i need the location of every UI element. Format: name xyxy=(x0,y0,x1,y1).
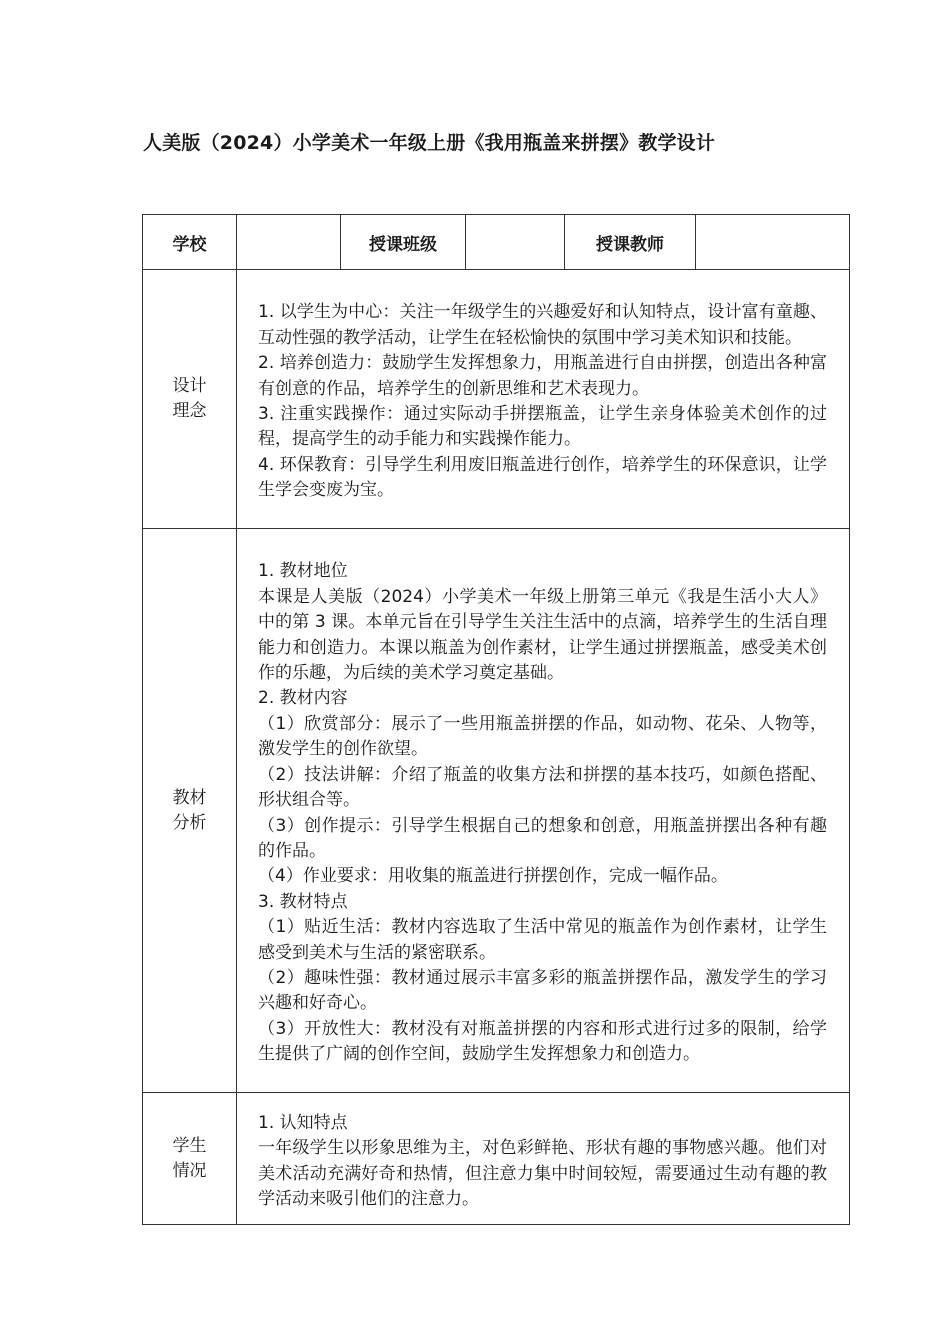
paragraph: （3）开放性大：教材没有对瓶盖拼摆的内容和形式进行过多的限制，给学生提供了广阔的创作空间，鼓励学生发挥想象力和创造力。 xyxy=(258,1018,827,1065)
textbook-analysis-content xyxy=(237,529,850,1093)
lesson-plan-table xyxy=(142,214,850,1225)
class-label: 授课班级 xyxy=(341,215,466,270)
student-situation-label: 学生 情况 xyxy=(143,1093,237,1225)
paragraph: 2. 教材内容 xyxy=(258,688,348,709)
paragraph: （2）趣味性强：教材通过展示丰富多彩的瓶盖拼摆作品，激发学生的学习兴趣和好奇心。 xyxy=(258,967,827,1014)
paragraph: 3. 教材特点 xyxy=(258,891,348,912)
header-row xyxy=(143,215,850,270)
textbook-analysis-label: 教材 分析 xyxy=(143,529,237,1093)
paragraph: 4. 环保教育：引导学生利用废旧瓶盖进行创作，培养学生的环保意识，让学生学会变废为宝。 xyxy=(258,454,827,501)
paragraph: （1）欣赏部分：展示了一些用瓶盖拼摆的作品，如动物、花朵、人物等，激发学生的创作欲望。 xyxy=(258,713,827,760)
paragraph: 1. 认知特点 xyxy=(258,1112,348,1133)
teacher-label: 授课教师 xyxy=(565,215,696,270)
class-value xyxy=(466,215,565,270)
teacher-value xyxy=(696,215,850,270)
textbook-analysis-row xyxy=(143,529,850,1093)
school-value xyxy=(237,215,341,270)
design-concept-content xyxy=(237,270,850,529)
paragraph: 一年级学生以形象思维为主，对色彩鲜艳、形状有趣的事物感兴趣。他们对美术活动充满好奇和热情，但注意力集中时间较短，需要通过生动有趣的教学活动来吸引他们的注意力。 xyxy=(258,1138,827,1209)
paragraph: （4）作业要求：用收集的瓶盖进行拼摆创作，完成一幅作品。 xyxy=(258,866,728,887)
paragraph: 2. 培养创造力：鼓励学生发挥想象力，用瓶盖进行自由拼摆，创造出各种富有创意的作品，培养学生的创新思维和艺术表现力。 xyxy=(258,353,827,399)
design-concept-label: 设计 理念 xyxy=(143,270,237,529)
paragraph: 本课是人美版（2024）小学美术一年级上册第三单元《我是生活小大人》中的第 3 课。本单元旨在引导学生关注生活中的点滴，培养学生的生活自理能力和创造力。本课以瓶盖为创作素材，让学生通过拼摆瓶盖，感受美术创作的乐趣，为后续的美术学习奠定基础。 xyxy=(258,586,827,684)
paragraph: （3）创作提示：引导学生根据自己的想象和创意，用瓶盖拼摆出各种有趣的作品。 xyxy=(258,815,827,861)
paragraph: （1）贴近生活：教材内容选取了生活中常见的瓶盖作为创作素材，让学生感受到美术与生活的紧密联系。 xyxy=(258,917,827,963)
design-concept-row xyxy=(143,270,850,529)
student-situation-row xyxy=(143,1093,850,1225)
school-label: 学校 xyxy=(143,215,237,270)
paragraph: 1. 以学生为中心：关注一年级学生的兴趣爱好和认知特点，设计富有童趣、互动性强的教学活动，让学生在轻松愉快的氛围中学习美术知识和技能。 xyxy=(258,302,827,348)
student-situation-content xyxy=(237,1093,850,1225)
document-title: 人美版（2024）小学美术一年级上册《我用瓶盖来拼摆》教学设计 xyxy=(143,132,716,154)
paragraph: 3. 注重实践操作：通过实际动手拼摆瓶盖，让学生亲身体验美术创作的过程，提高学生的动手能力和实践操作能力。 xyxy=(258,404,827,450)
paragraph: 1. 教材地位 xyxy=(258,561,348,582)
paragraph: （2）技法讲解：介绍了瓶盖的收集方法和拼摆的基本技巧，如颜色搭配、形状组合等。 xyxy=(258,764,827,811)
